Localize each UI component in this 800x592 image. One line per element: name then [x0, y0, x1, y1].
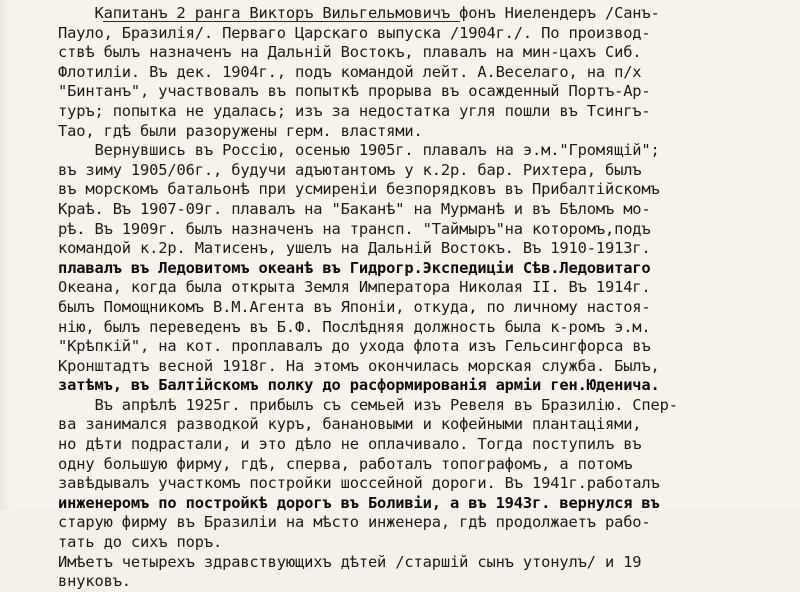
text-line-8: Вернувшись въ Россію, осенью 1905г. плавалъ на э.м."Громящій"; [58, 141, 660, 160]
text-line-27: старую фирму въ Бразиліи на мѣсто инженера, гдѣ продолжаетъ рабо- [58, 513, 651, 532]
text-line-14: плавалъ въ Ледовитомъ океанѣ въ Гидрогр.Экспедиціи Сѣв.Ледовитаго [58, 258, 651, 277]
text-line-7: Тао, гдѣ были разоружены герм. властями. [58, 121, 423, 140]
text-line-29: Имѣетъ четырехъ здравствующихъ дѣтей /старшій сынъ утонулъ/ и 19 [58, 552, 642, 571]
text-line-3: ствѣ былъ назначенъ на Дальній Востокъ, плавалъ на мин-цахъ Сиб. [58, 43, 642, 62]
text-line-20: затѣмъ, въ Балтійскомъ полку до расформированія арміи ген.Юденича. [58, 376, 660, 395]
text-line-18: "Крѣпкій", на кот. проплавалъ до ухода флота изъ Гельсингфорса въ [58, 337, 651, 356]
text-line-24: одну большую фирму, гдѣ, сперва, работалъ топографомъ, а потомъ [58, 454, 633, 473]
text-line-9: въ зиму 1905/06г., будучи адъютантомъ у к.2р. бар. Рихтера, былъ [58, 160, 642, 179]
text-line-5: "Бинтанъ", участвовалъ въ попыткѣ прорыва въ осажденный Портъ-Ар- [58, 82, 651, 101]
text-line-15: Океана, когда была открыта Земля Императора Николая II. Въ 1914г. [58, 278, 651, 297]
text-line-6: туръ; попытка не удалась; изъ за недостатка угля пошли въ Тсингъ- [58, 101, 651, 120]
text-line-13: командой к.2р. Матисенъ, ушелъ на Дальній Востокъ. Въ 1910-1913г. [58, 239, 651, 258]
typewritten-text [58, 4, 798, 592]
text-line-12: рѣ. Въ 1909г. былъ назначенъ на трансп. "Таймыръ"на которомъ,подъ [58, 219, 651, 238]
text-line-26: инженеромъ по постройкѣ дорогъ въ Боливіи, а въ 1943г. вернулся въ [58, 493, 660, 512]
text-line-4: Флотиліи. Въ дек. 1904г., подъ командой лейт. А.Веселаго, на п/х [58, 62, 642, 81]
text-line-22: ва занимался разводкой куръ, банановыми и кофейными плантаціями, [58, 415, 642, 434]
text-line-17: нію, былъ переведенъ въ Б.Ф. Послѣдняя должность была к-ромъ э.м. [58, 317, 651, 336]
text-line-23: но дѣти подрастали, и это дѣло не оплачивало. Тогда поступилъ въ [58, 435, 642, 454]
text-line-16: былъ Помощникомъ В.М.Агента въ Японіи, откуда, по личному настоя- [58, 297, 651, 316]
text-line-2: Пауло, Бразилія/. Перваго Царскаго выпуска /1904г./. По производ- [58, 23, 651, 42]
text-line-10: въ морскомъ батальонѣ при усмиреніи безпорядковъ въ Прибалтійскомъ [58, 180, 660, 199]
text-line-19: Кронштадтъ весной 1918г. На этомъ окончилась морская служба. Былъ, [58, 356, 660, 375]
text-line-28: тать до сихъ поръ. [58, 533, 223, 552]
text-line-21: Въ апрѣлѣ 1925г. прибылъ съ семьей изъ Ревеля въ Бразилію. Спер- [58, 395, 678, 414]
text-line-25: завѣдывалъ участкомъ постройки шоссейной дороги. Въ 1941г.работалъ [58, 474, 660, 493]
text-line-11: Краѣ. Въ 1907-09г. плавалъ на "Баканѣ" на Мурманѣ и въ Бѣломъ мо- [58, 199, 651, 218]
text-line-30: внуковъ. [58, 572, 131, 591]
scan-shadow [0, 0, 10, 510]
text-line-1: Капитанъ 2 ранга Викторъ Вильгельмовичъ фонъ Ниелендеръ /Санъ- [58, 4, 660, 22]
